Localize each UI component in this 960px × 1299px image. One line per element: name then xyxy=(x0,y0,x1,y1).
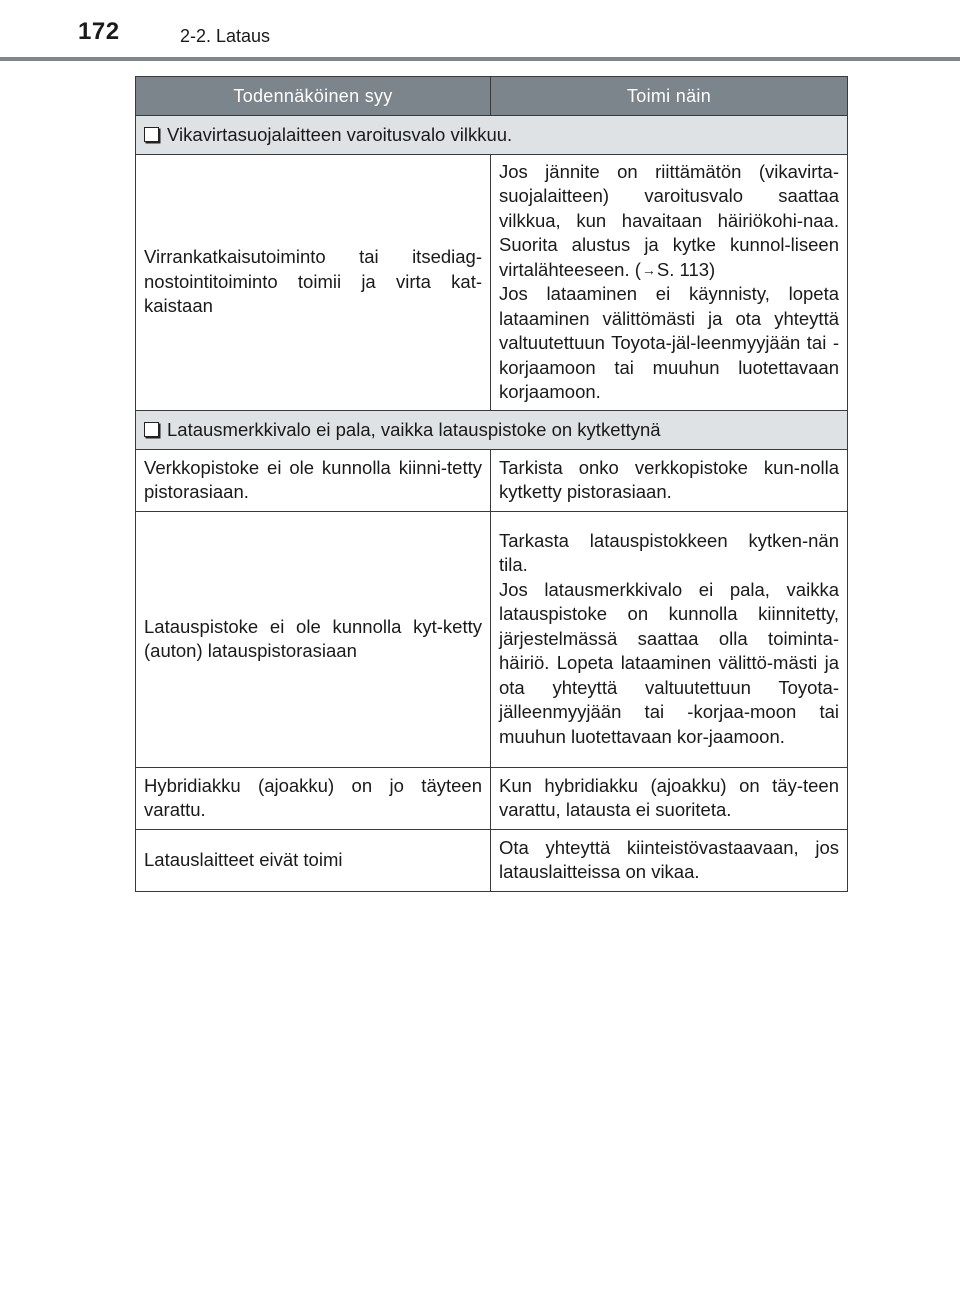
remedy-text: Jos jännite on riittämätön (vikavirta-suojalaitteen) varoitusvalo saattaa vilkkua, kun havaitaan häiriökohi-naa. Suorita alustus ja kytke kunnol-liseen virtalähteeseen. ( xyxy=(499,160,839,280)
section-title-text: Vikavirtasuojalaitteen varoitusvalo vilkkuu. xyxy=(167,123,513,145)
remedy-cell xyxy=(491,830,848,892)
remedy-cell xyxy=(491,512,848,768)
table-header-row xyxy=(136,77,848,116)
remedy-cell xyxy=(491,768,848,830)
table-row xyxy=(136,155,848,411)
cause-cell xyxy=(136,450,491,512)
arrow-right-icon: → xyxy=(641,261,656,278)
section-row xyxy=(136,411,848,450)
remedy-text: Tarkista onko verkkopistoke kun-nolla kytketty pistorasiaan. xyxy=(499,456,839,502)
section-heading xyxy=(136,116,848,155)
cause-cell xyxy=(136,768,491,830)
column-header-cause: Todennäköinen syy xyxy=(136,77,491,116)
remedy-paragraph xyxy=(499,160,839,283)
section-title: 2-2. Lataus xyxy=(180,26,271,46)
column-header-remedy: Toimi näin xyxy=(491,77,848,116)
page-number: 172 xyxy=(78,18,120,45)
remedy-text: Ota yhteyttä kiinteistövastaavaan, jos latauslaitteissa on vikaa. xyxy=(499,836,839,882)
remedy-paragraph: Jos latausmerkkivalo ei pala, vaikka latauspistoke on kunnolla kiinnitetty, järjestelmässä saattaa olla toiminta-häiriö. Lopeta lataaminen välittö-mästi ja ota yhteyttä valtuutettuun Toyota-jälleenmyyjään tai -korjaa-moon tai muuhun luotettavaan kor-jaamoon. xyxy=(499,578,839,747)
checkbox-icon xyxy=(144,127,159,142)
table-row xyxy=(136,450,848,512)
remedy-paragraph: Jos lataaminen ei käynnisty, lopeta lataaminen välittömästi ja ota yhteyttä valtuutettuun Toyota-jäl-leenmyyjään tai -korjaamoon tai muuhun luotettavaan korjaamoon. xyxy=(499,283,839,402)
table-row xyxy=(136,512,848,768)
troubleshooting-table xyxy=(135,76,848,892)
cause-text: Latauspistoke ei ole kunnolla kyt-ketty (auton) latauspistorasiaan xyxy=(144,615,482,661)
cause-text: Hybridiakku (ajoakku) on jo täyteen varattu. xyxy=(144,774,482,820)
remedy-paragraph: Tarkasta latauspistokkeen kytken-nän tila. xyxy=(499,529,839,576)
page-header xyxy=(0,0,960,62)
cause-cell xyxy=(136,830,491,892)
remedy-text: Kun hybridiakku (ajoakku) on täy-teen varattu, latausta ei suoriteta. xyxy=(499,774,839,820)
header-divider xyxy=(0,57,960,61)
section-title-text: Latausmerkkivalo ei pala, vaikka latauspistoke on kytkettynä xyxy=(167,418,661,440)
cause-text: Latauslaitteet eivät toimi xyxy=(144,848,343,870)
checkbox-icon xyxy=(144,422,159,437)
cause-cell xyxy=(136,512,491,768)
cause-cell xyxy=(136,155,491,411)
cause-text: Virrankatkaisutoiminto tai itsediag-nostointitoiminto toimii ja virta kat-kaistaan xyxy=(144,246,482,317)
remedy-cell xyxy=(491,155,848,411)
cause-text: Verkkopistoke ei ole kunnolla kiinni-tetty pistorasiaan. xyxy=(144,456,482,502)
section-row xyxy=(136,116,848,155)
page-reference: S. 113) xyxy=(656,258,716,280)
table-row xyxy=(136,768,848,830)
table-row xyxy=(136,830,848,892)
section-heading xyxy=(136,411,848,450)
remedy-cell xyxy=(491,450,848,512)
